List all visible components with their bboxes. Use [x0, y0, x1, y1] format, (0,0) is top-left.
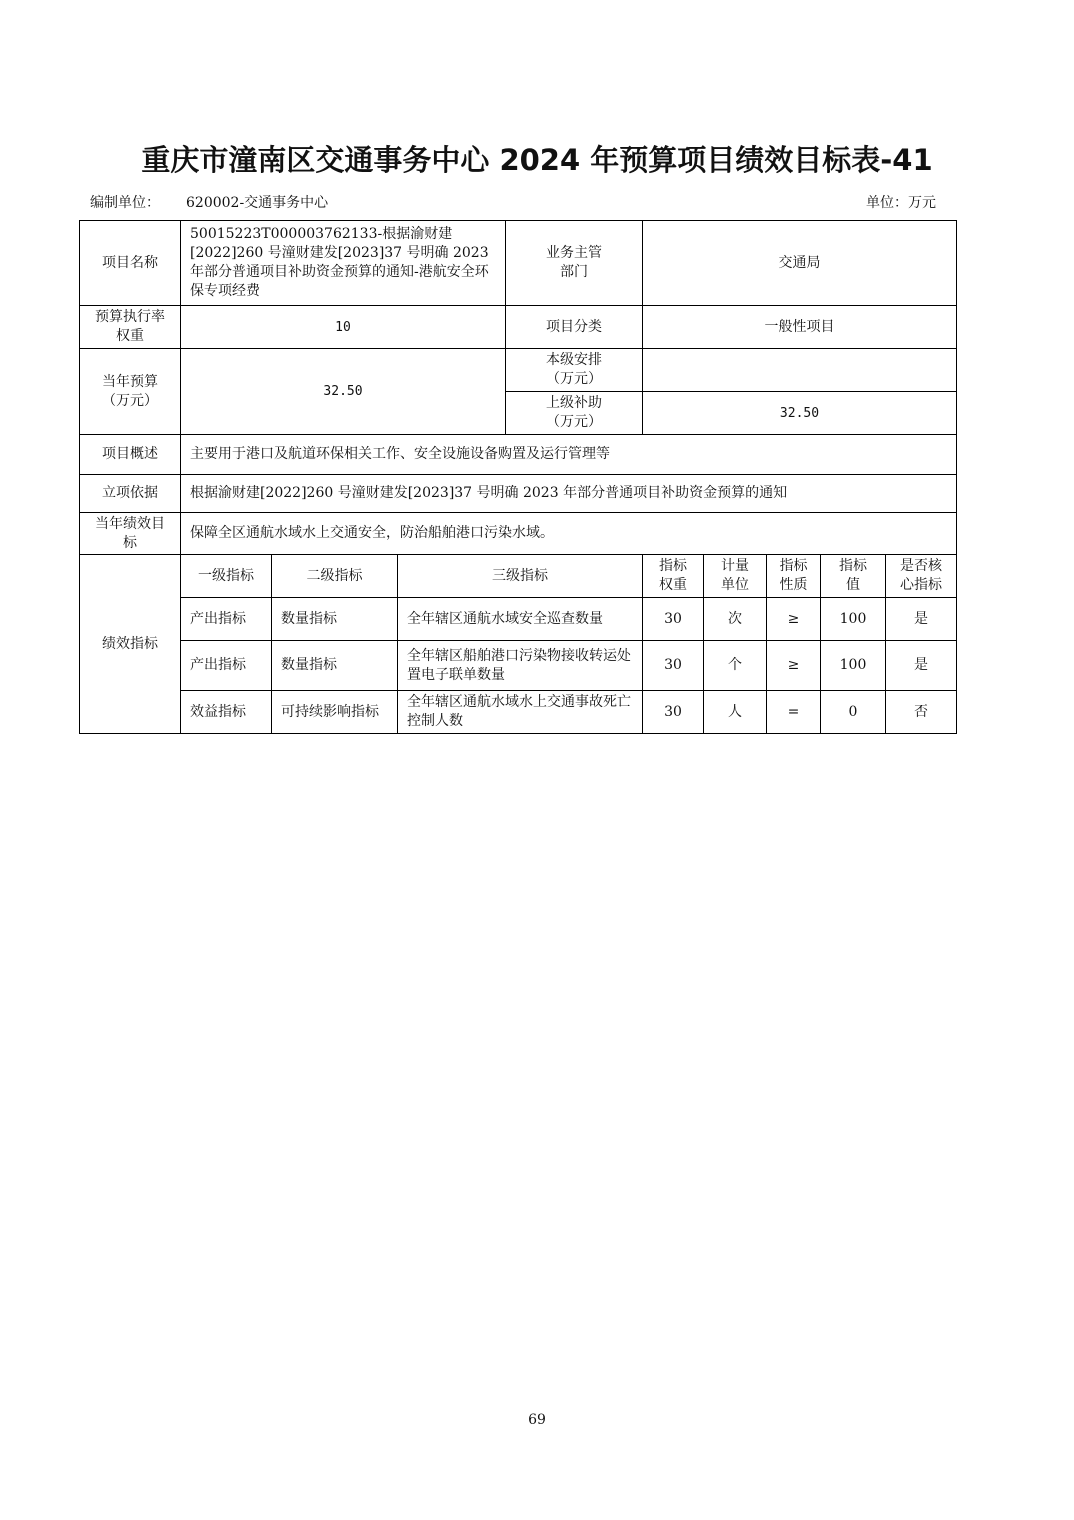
indicator-l2: 数量指标 [272, 641, 398, 691]
overview-label: 项目概述 [80, 435, 181, 475]
table-row [80, 641, 957, 691]
indicator-unit: 次 [704, 598, 767, 641]
indicator-l1: 效益指标 [181, 691, 272, 734]
budget-label [80, 349, 181, 435]
indicator-weight: 30 [643, 598, 704, 641]
indicator-core: 是 [886, 598, 957, 641]
indicator-nature: ≥ [767, 641, 821, 691]
header-core [886, 555, 957, 598]
header-unit-text: 计量单位 [721, 558, 749, 593]
indicator-l3: 全年辖区船舶港口污染物接收转运处置电子联单数量 [398, 641, 643, 691]
header-l3: 三级指标 [398, 555, 643, 598]
indicator-unit: 个 [704, 641, 767, 691]
compiling-unit [90, 192, 328, 212]
indicator-nature: = [767, 691, 821, 734]
page-number: 69 [528, 1412, 546, 1428]
category-value: 一般性项目 [643, 306, 957, 349]
overview-value: 主要用于港口及航道环保相关工作、安全设施设备购置及运行管理等 [181, 435, 957, 475]
local-label-text: 本级安排（万元） [546, 352, 602, 387]
local-label [506, 349, 643, 392]
performance-target-table [79, 220, 957, 734]
indicator-nature: ≥ [767, 598, 821, 641]
compiling-unit-value: 620002-交通事务中心 [186, 195, 329, 211]
header-weight [643, 555, 704, 598]
perf-label: 绩效指标 [80, 555, 181, 734]
indicator-value: 100 [821, 641, 886, 691]
indicator-core: 否 [886, 691, 957, 734]
goal-label [80, 513, 181, 555]
header-nature-text: 指标性质 [779, 558, 808, 593]
weight-label [80, 306, 181, 349]
header-l1: 一级指标 [181, 555, 272, 598]
weight-label-text: 预算执行率权重 [95, 309, 165, 344]
currency-unit: 单位：万元 [866, 195, 936, 211]
header-value-text: 指标值 [839, 558, 867, 593]
upper-label [506, 392, 643, 435]
upper-label-text: 上级补助（万元） [546, 395, 602, 430]
basis-value: 根据渝财建[2022]260 号潼财建发[2023]37 号明确 2023 年部分普通项目补助资金预算的通知 [181, 475, 957, 513]
category-label: 项目分类 [506, 306, 643, 349]
table-row [80, 691, 957, 734]
header-nature [767, 555, 821, 598]
basis-label: 立项依据 [80, 475, 181, 513]
header-value [821, 555, 886, 598]
dept-value: 交通局 [643, 221, 957, 306]
upper-value: 32.50 [643, 392, 957, 435]
indicator-value: 0 [821, 691, 886, 734]
page-title: 重庆市潼南区交通事务中心 2024 年预算项目绩效目标表-41 [141, 143, 933, 177]
header-core-text: 是否核心指标 [900, 558, 942, 593]
goal-label-text: 当年绩效目标 [95, 515, 165, 551]
indicator-core: 是 [886, 641, 957, 691]
budget-value: 32.50 [181, 349, 506, 435]
project-name-label: 项目名称 [80, 221, 181, 306]
indicator-weight: 30 [643, 641, 704, 691]
dept-label-text: 业务主管部门 [546, 245, 602, 280]
budget-label-text: 当年预算（万元） [102, 373, 158, 409]
indicator-unit: 人 [704, 691, 767, 734]
local-value [643, 349, 957, 392]
header-unit [704, 555, 767, 598]
indicator-l1: 产出指标 [181, 641, 272, 691]
compiling-unit-label: 编制单位： [90, 195, 160, 211]
indicator-l2: 可持续影响指标 [272, 691, 398, 734]
indicator-weight: 30 [643, 691, 704, 734]
indicator-l3: 全年辖区通航水域安全巡查数量 [398, 598, 643, 641]
project-name-value: 50015223T000003762133-根据渝财建[2022]260 号潼财建发[2023]37 号明确 2023 年部分普通项目补助资金预算的通知-港航安全环保专项经费 [181, 221, 506, 306]
weight-value: 10 [181, 306, 506, 349]
header-weight-text: 指标权重 [659, 558, 687, 593]
indicator-value: 100 [821, 598, 886, 641]
table-row [80, 598, 957, 641]
indicator-l3: 全年辖区通航水域水上交通事故死亡控制人数 [398, 691, 643, 734]
indicator-l2: 数量指标 [272, 598, 398, 641]
dept-label [506, 221, 643, 306]
indicator-l1: 产出指标 [181, 598, 272, 641]
goal-value: 保障全区通航水域水上交通安全，防治船舶港口污染水域。 [181, 513, 957, 555]
header-l2: 二级指标 [272, 555, 398, 598]
